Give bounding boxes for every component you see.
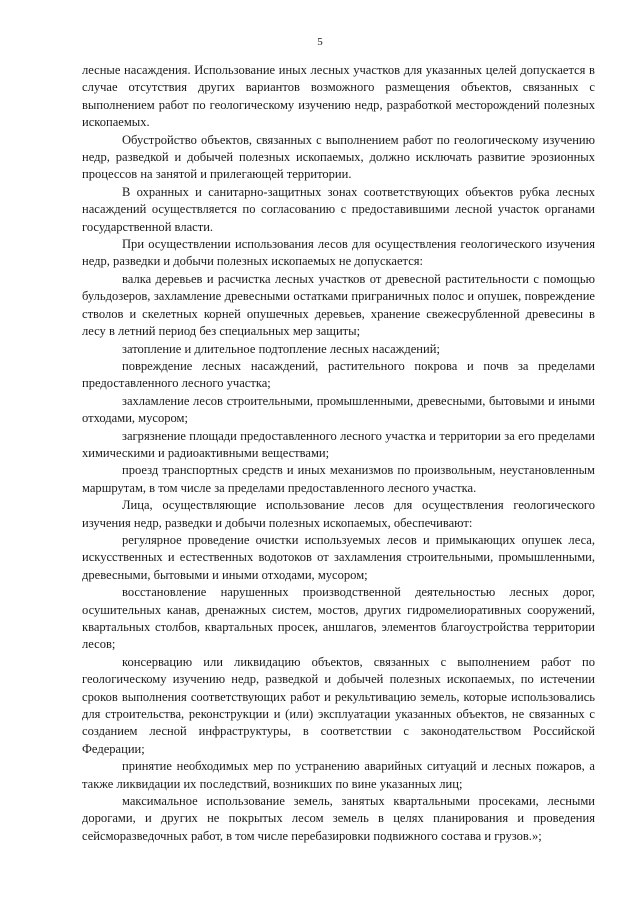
paragraph-8: захламление лесов строительными, промышленными, древесными, бытовыми и иными отходами, мусором; xyxy=(82,393,595,426)
paragraph-2: Обустройство объектов, связанных с выполнением работ по геологическому изучению недр, разведкой и добычей полезных ископаемых, должно исключать развитие эрозионных процессов на занятой и прилегающей территории. xyxy=(82,132,595,182)
paragraph-7: повреждение лесных насаждений, растительного покрова и почв за пределами предоставленного лесного участка; xyxy=(82,358,595,391)
page-number: 5 xyxy=(317,36,323,48)
document-body xyxy=(82,62,595,845)
paragraph-1: лесные насаждения. Использование иных лесных участков для указанных целей допускается в случае отсутствия других вариантов возможного размещения объектов, связанных с выполнением работ по геологическому изучению недр, разработкой месторождений полезных ископаемых. xyxy=(82,63,595,130)
paragraph-16: максимальное использование земель, занятых квартальными просеками, лесными дорогами, и других не покрытых лесом земель в целях планирования и проведения сейсморазведочных работ, в том числе перебазировки подвижного состава и грузов.»; xyxy=(82,794,595,843)
paragraph-9: загрязнение площади предоставленного лесного участка и территории за его пределами химическими и радиоактивными веществами; xyxy=(82,428,595,460)
paragraph-12: регулярное проведение очистки используемых лесов и примыкающих опушек леса, искусственных и естественных водотоков от захламления строительными, промышленными, древесными, бытовыми и иными отходами, мусором; xyxy=(82,532,595,582)
paragraph-14: консервацию или ликвидацию объектов, связанных с выполнением работ по геологическому изучению недр, разведкой и добычей полезных ископаемых, по истечении сроков выполнения соответствующих работ и рекультивацию земель, которые использовались для строительства, реконструкции и (или) эксплуатации указанных объектов, не связанных с созданием лесной инфраструктуры, в соответствии с законодательством Российской Федерации; xyxy=(82,654,595,756)
paragraph-3: В охранных и санитарно-защитных зонах соответствующих объектов рубка лесных насаждений осуществляется по согласованию с предоставившими лесной участок органами государственной власти. xyxy=(82,184,595,234)
paragraph-10: проезд транспортных средств и иных механизмов по произвольным, неустановленным маршрутам, в том числе за пределами предоставленного лесного участка. xyxy=(82,463,595,495)
paragraph-4: При осуществлении использования лесов для осуществления геологического изучения недр, разведки и добычи полезных ископаемых не допускается: xyxy=(82,237,595,269)
paragraph-13: восстановление нарушенных производственной деятельностью лесных дорог, осушительных канав, дренажных систем, мостов, других гидромелиоративных сооружений, квартальных столбов, квартальных просек, аншлагов, элементов благоустройства территории лесов; xyxy=(82,585,595,652)
paragraph-5: валка деревьев и расчистка лесных участков от древесной растительности с помощью бульдозеров, захламление древесными остатками приграничных полос и опушек, повреждение стволов и скелетных корней опушечных деревьев, хранение свежесрубленной древесины в лесу в летний период без специальных мер защиты; xyxy=(82,271,595,339)
paragraph-15: принятие необходимых мер по устранению аварийных ситуаций и лесных пожаров, а также ликвидации их последствий, возникших по вине указанных лиц; xyxy=(82,759,595,791)
paragraph-6: затопление и длительное подтопление лесных насаждений; xyxy=(122,341,440,356)
paragraph-11: Лица, осуществляющие использование лесов для осуществления геологического изучения недр, разведки и добычи полезных ископаемых, обеспечивают: xyxy=(82,498,595,530)
